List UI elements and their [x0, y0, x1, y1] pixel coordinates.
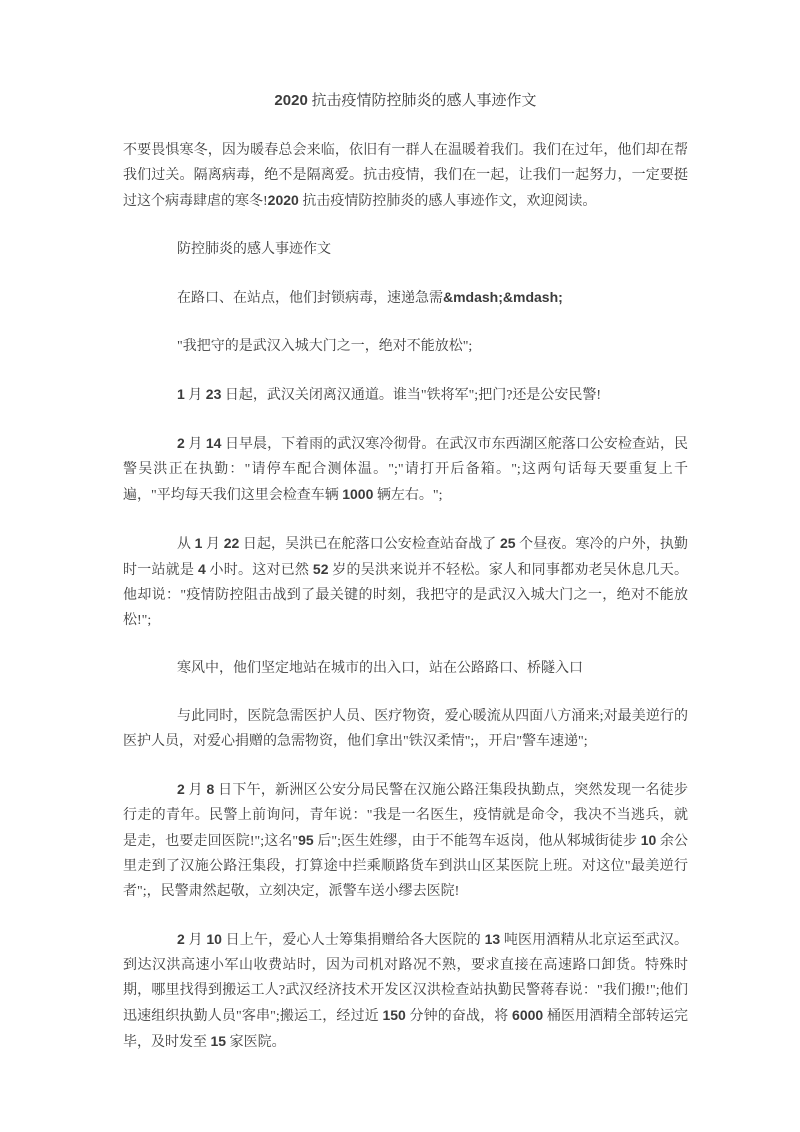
latin-numeral: 1000 [342, 486, 374, 502]
latin-numeral: 4 [197, 561, 206, 577]
latin-numeral: 22 [223, 535, 240, 551]
latin-numeral: 23 [205, 386, 222, 402]
latin-numeral: 25 [499, 535, 516, 551]
latin-numeral: 2020 [267, 192, 299, 208]
document-title: 2020 抗击疫情防控肺炎的感人事迹作文 [274, 92, 537, 109]
latin-numeral: 1 [177, 386, 185, 402]
paragraph: "我把守的是武汉入城大门之一，绝对不能放松"; [177, 339, 473, 354]
latin-numeral: 150 [382, 1007, 406, 1023]
paragraph: 2 月 8 日下午，新洲区公安分局民警在汉施公路汪集段执勤点，突然发现一名徒步行走的青年。民警上前询问，青年说："我是一名医生，疫情就是命令，我决不当逃兵，就是走，也要走回医院!";这名"95 后";医生姓缪，由于不能驾车返岗，他从邾城街徒步 10 余公里走到了汉施公路汪集段，打算途中拦乘顺路货车到洪山区某医院上班。对这位"最美逆行者";，民警肃然起敬，立刻决定，派警车送小缪去医院! [123, 781, 689, 899]
latin-numeral: 52 [312, 561, 329, 577]
document-body [123, 138, 688, 1055]
latin-numeral: 2 [177, 931, 185, 947]
latin-numeral: 14 [205, 435, 222, 451]
latin-numeral: 6000 [512, 1007, 544, 1023]
paragraph: 与此同时，医院急需医护人员、医疗物资，爱心暖流从四面八方涌来;对最美逆行的医护人员，对爱心捐赠的急需物资，他们拿出"铁汉柔情";，开启"警车速递"; [123, 709, 688, 749]
latin-numeral: 2 [177, 435, 185, 451]
paragraph: 不要畏惧寒冬，因为暖春总会来临，依旧有一群人在温暖着我们。我们在过年，他们却在帮我们过关。隔离病毒，绝不是隔离爱。抗击疫情，我们在一起，让我们一起努力，一定要挺过这个病毒肆虐的寒冬!2020 抗击疫情防控肺炎的感人事迹作文，欢迎阅读。 [123, 143, 688, 209]
latin-numeral: 15 [210, 1033, 227, 1049]
latin-numeral: 2 [177, 781, 185, 797]
paragraph: 1 月 23 日起，武汉关闭离汉通道。谁当"铁将军";把门?还是公安民警! [177, 386, 602, 403]
paragraph: 在路口、在站点，他们封锁病毒，速递急需&mdash;&mdash; [177, 289, 563, 306]
latin-numeral: 1 [194, 535, 203, 551]
paragraph: 防控肺炎的感人事迹作文 [177, 242, 331, 257]
latin-numeral: 10 [640, 832, 657, 848]
paragraph: 2 月 14 日早晨，下着雨的武汉寒冷彻骨。在武汉市东西湖区舵落口公安检查站，民警吴洪正在执勤："请停车配合测体温。";"请打开后备箱。";这两句话每天要重复上千遍，"平均每天我们这里会检查车辆 1000 辆左右。"; [123, 435, 688, 503]
latin-numeral: 8 [206, 781, 215, 797]
latin-numeral: &mdash;&mdash; [443, 289, 563, 305]
paragraph: 寒风中，他们坚定地站在城市的出入口，站在公路路口、桥隧入口 [177, 661, 583, 676]
latin-numeral: 2020 [274, 92, 308, 109]
latin-numeral: 13 [484, 931, 501, 947]
latin-numeral: 95 [298, 832, 314, 848]
paragraph: 从 1 月 22 日起，吴洪已在舵落口公安检查站奋战了 25 个昼夜。寒冷的户外，执勤时一站就是 4 小时。这对已然 52 岁的吴洪来说并不轻松。家人和同事都劝老吴休息几天。他却说："疫情防控阻击战到了最关键的时刻，我把守的是武汉入城大门之一，绝对不能放松!"; [123, 535, 689, 628]
paragraph: 2 月 10 日上午，爱心人士筹集捐赠给各大医院的 13 吨医用酒精从北京运至武汉。到达汉洪高速小军山收费站时，因为司机对路况不熟，要求直接在高速路口卸货。特殊时期，哪里找得到搬运工人?武汉经济技术开发区汉洪检查站执勤民警蒋春说："我们搬!";他们迅速组织执勤人员"客串";搬运工，经过近 150 分钟的奋战，将 6000 桶医用酒精全部转运完毕，及时发至 15 家医院。 [123, 931, 689, 1050]
latin-numeral: 10 [206, 931, 222, 947]
